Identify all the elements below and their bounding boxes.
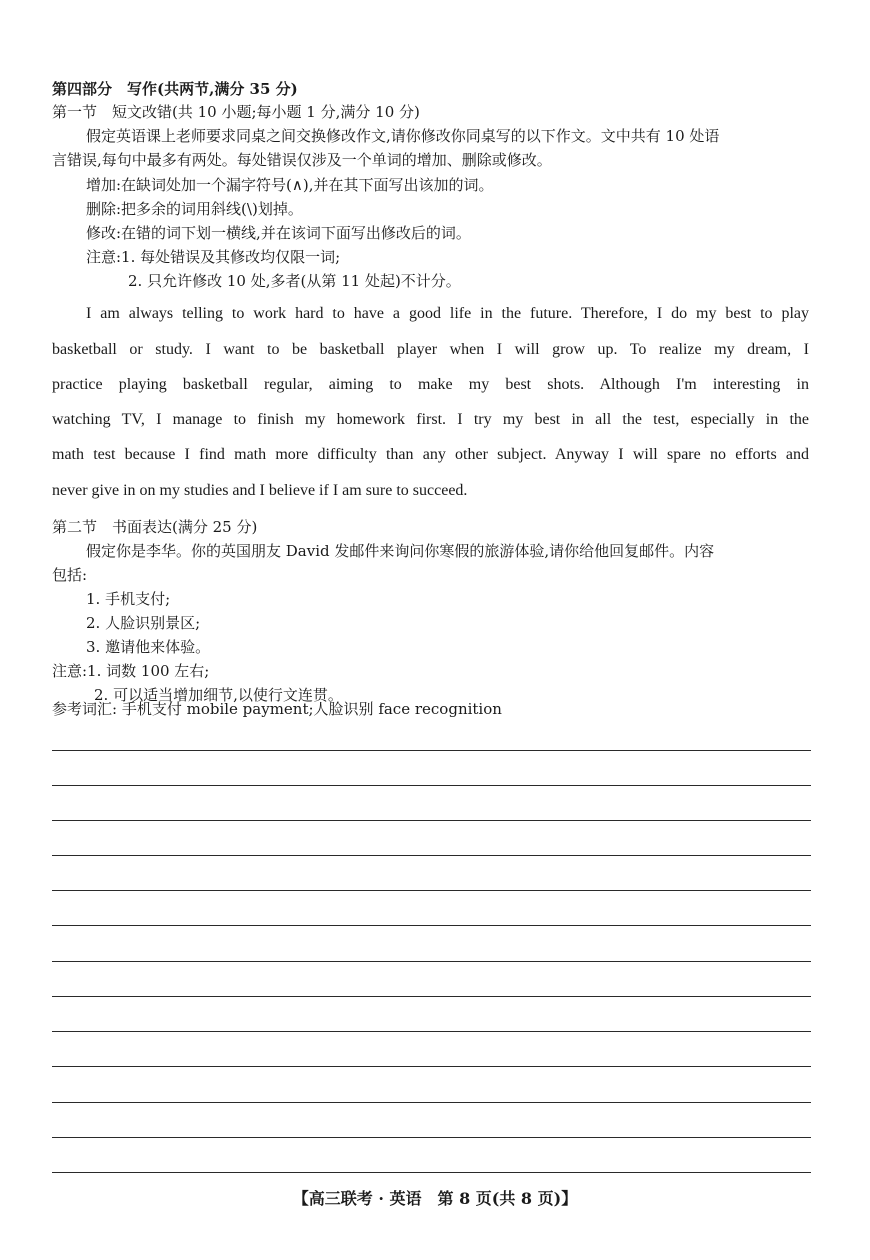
passage-line-2: basketball or study. I want to be basketball player when I will grow up. To realize my dream, I bbox=[52, 341, 809, 358]
section1-instruction-delete: 删除:把多余的词用斜线(\)划掉。 bbox=[86, 200, 303, 218]
passage-line-3: practice playing basketball regular, aiming to make my best shots. Although I'm interesting in bbox=[52, 376, 809, 393]
passage-line-1: I am always telling to work hard to have a good life in the future. Therefore, I do my best to play bbox=[86, 305, 809, 322]
section1-instruction-add: 增加:在缺词处加一个漏字符号(∧),并在其下面写出该加的词。 bbox=[86, 176, 494, 194]
section2-point-1: 1. 手机支付; bbox=[86, 590, 171, 608]
section2-point-3: 3. 邀请他来体验。 bbox=[86, 638, 211, 656]
writing-line bbox=[52, 1066, 811, 1067]
section1-instruction-2: 言错误,每句中最多有两处。每处错误仅涉及一个单词的增加、删除或修改。 bbox=[52, 151, 552, 169]
passage-line-4: watching TV, I manage to finish my homework first. I try my best in all the test, especially in the bbox=[52, 411, 809, 428]
passage-line-6: never give in on my studies and I believe if I am sure to succeed. bbox=[52, 482, 468, 499]
section2-title: 第二节 书面表达(满分 25 分) bbox=[52, 518, 258, 536]
section1-instruction-1: 假定英语课上老师要求同桌之间交换修改作文,请你修改你同桌写的以下作文。文中共有 10 处语 bbox=[86, 127, 720, 145]
section2-point-2: 2. 人脸识别景区; bbox=[86, 614, 201, 632]
writing-line bbox=[52, 1102, 811, 1103]
writing-line bbox=[52, 855, 811, 856]
section1-instruction-modify: 修改:在错的词下划一横线,并在该词下面写出修改后的词。 bbox=[86, 224, 471, 242]
section1-note-1: 注意:1. 每处错误及其修改均仅限一词; bbox=[86, 248, 341, 266]
writing-line bbox=[52, 1137, 811, 1138]
writing-line bbox=[52, 925, 811, 926]
writing-line bbox=[52, 890, 811, 891]
writing-line bbox=[52, 961, 811, 962]
page-footer: 【高三联考 · 英语 第 8 页(共 8 页)】 bbox=[292, 1189, 578, 1208]
section2-vocab: 参考词汇: 手机支付 mobile payment;人脸识别 face recognition bbox=[52, 700, 502, 718]
writing-line bbox=[52, 750, 811, 751]
section2-note-2: 2. 可以适当增加细节,以使行文连贯。 bbox=[94, 686, 343, 704]
writing-line bbox=[52, 1031, 811, 1032]
section1-note-2: 2. 只允许修改 10 处,多者(从第 11 处起)不计分。 bbox=[128, 272, 461, 290]
passage-line-5: math test because I find math more difficulty than any other subject. Anyway I will spare no efforts and bbox=[52, 446, 809, 463]
writing-line bbox=[52, 820, 811, 821]
writing-line bbox=[52, 1172, 811, 1173]
writing-line bbox=[52, 996, 811, 997]
part-title: 第四部分 写作(共两节,满分 35 分) bbox=[52, 80, 298, 98]
section1-title: 第一节 短文改错(共 10 小题;每小题 1 分,满分 10 分) bbox=[52, 103, 420, 121]
section2-prompt-1: 假定你是李华。你的英国朋友 David 发邮件来询问你寒假的旅游体验,请你给他回复邮件。内容 bbox=[86, 542, 715, 560]
section2-prompt-2: 包括: bbox=[52, 566, 88, 584]
writing-line bbox=[52, 785, 811, 786]
section2-note-1: 注意:1. 词数 100 左右; bbox=[52, 662, 210, 680]
